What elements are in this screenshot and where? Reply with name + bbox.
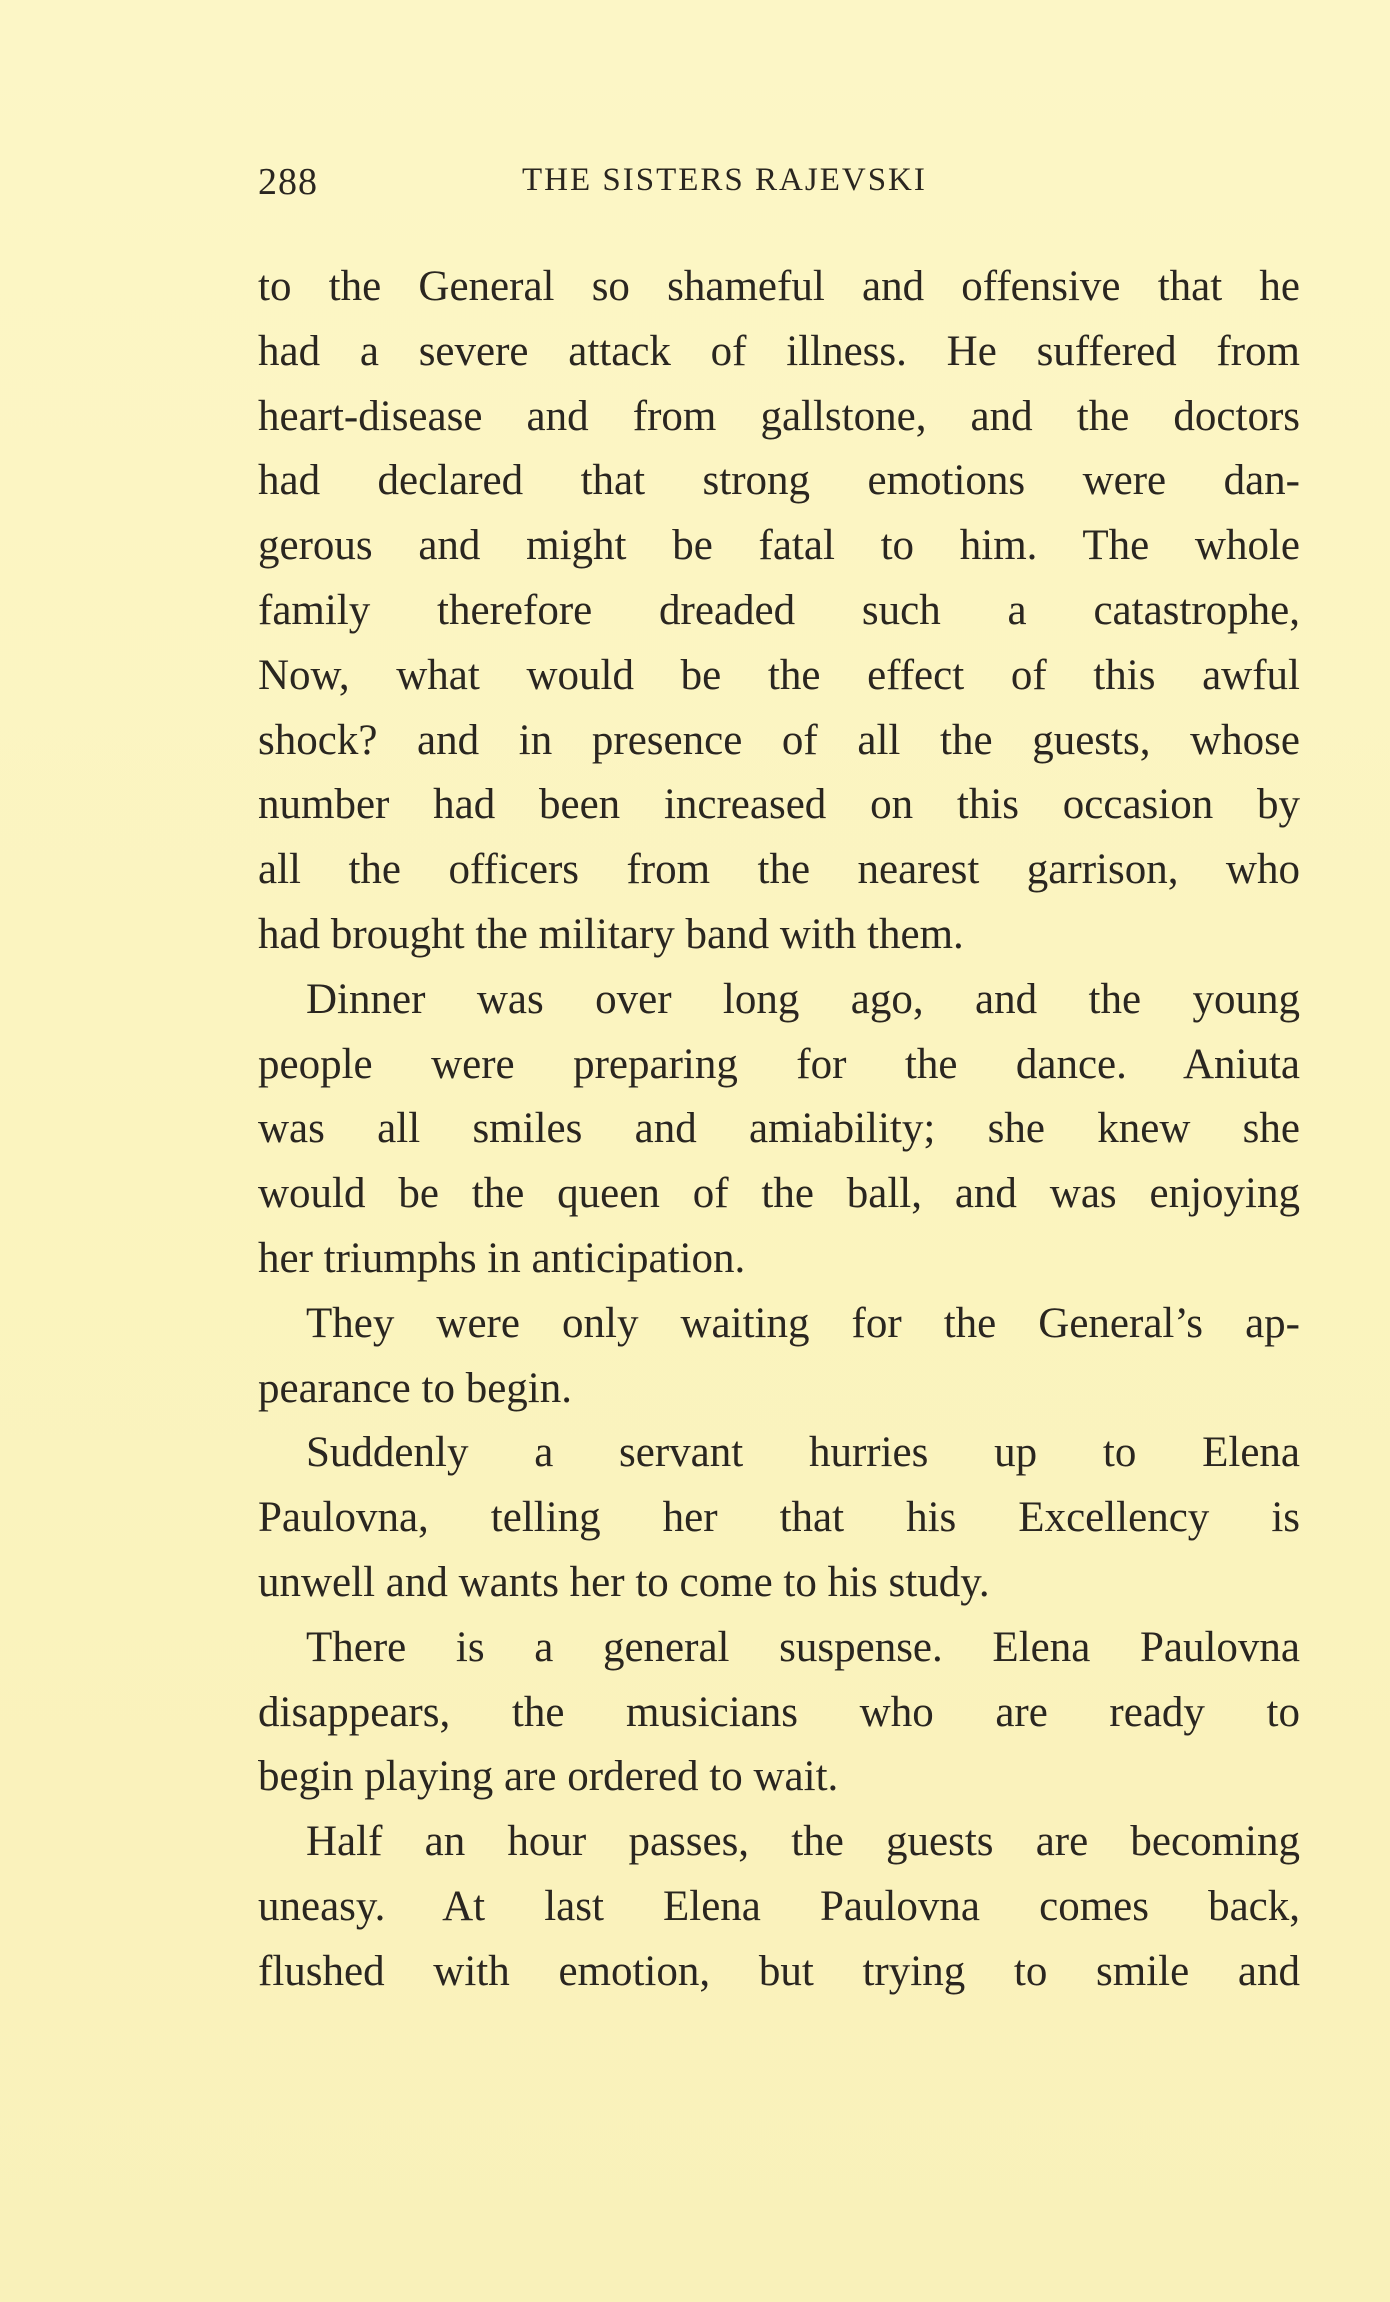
text-line: to the General so shameful and offensive that he [258, 263, 1300, 310]
text-line: had a severe attack of illness. He suffered from [258, 327, 1300, 375]
text-line: uneasy. At last Elena Paulovna comes back, [258, 1882, 1300, 1930]
text-line: Now, what would be the effect of this awful [258, 651, 1300, 699]
body-text [258, 255, 1300, 2005]
text-line: Half an hour passes, the guests are becoming [306, 1818, 1300, 1866]
text-line: There is a general suspense. Elena Paulovna [306, 1623, 1300, 1671]
text-line: They were only waiting for the General’s ap- [306, 1299, 1300, 1347]
text-line: begin playing are ordered to wait. [258, 1753, 839, 1801]
text-line: family therefore dreaded such a catastrophe, [258, 586, 1300, 634]
text-line: her triumphs in anticipation. [258, 1234, 746, 1282]
running-head: THE SISTERS RAJEVSKI [522, 162, 927, 198]
text-line: gerous and might be fatal to him. The whole [258, 522, 1300, 570]
text-line: unwell and wants her to come to his study. [258, 1558, 990, 1606]
text-line: heart-disease and from gallstone, and the doctors [258, 392, 1300, 440]
page-header [258, 160, 1042, 220]
page-number: 288 [258, 161, 318, 203]
text-line: shock? and in presence of all the guests, whose [258, 716, 1300, 764]
text-line: had brought the military band with them. [258, 910, 964, 958]
text-line: had declared that strong emotions were dan- [258, 457, 1300, 505]
text-line: flushed with emotion, but trying to smile and [258, 1947, 1300, 1995]
text-line: Paulovna, telling her that his Excellency is [258, 1494, 1300, 1542]
text-line: pearance to begin. [258, 1364, 572, 1412]
text-line: number had been increased on this occasion by [258, 781, 1300, 829]
text-line: all the officers from the nearest garrison, who [258, 846, 1300, 894]
text-line: Suddenly a servant hurries up to Elena [306, 1429, 1300, 1477]
text-line: Dinner was over long ago, and the young [306, 975, 1300, 1023]
text-line: people were preparing for the dance. Aniuta [258, 1040, 1300, 1088]
text-line: would be the queen of the ball, and was enjoying [258, 1170, 1300, 1218]
text-line: disappears, the musicians who are ready to [258, 1688, 1300, 1736]
text-line: was all smiles and amiability; she knew she [258, 1105, 1300, 1153]
